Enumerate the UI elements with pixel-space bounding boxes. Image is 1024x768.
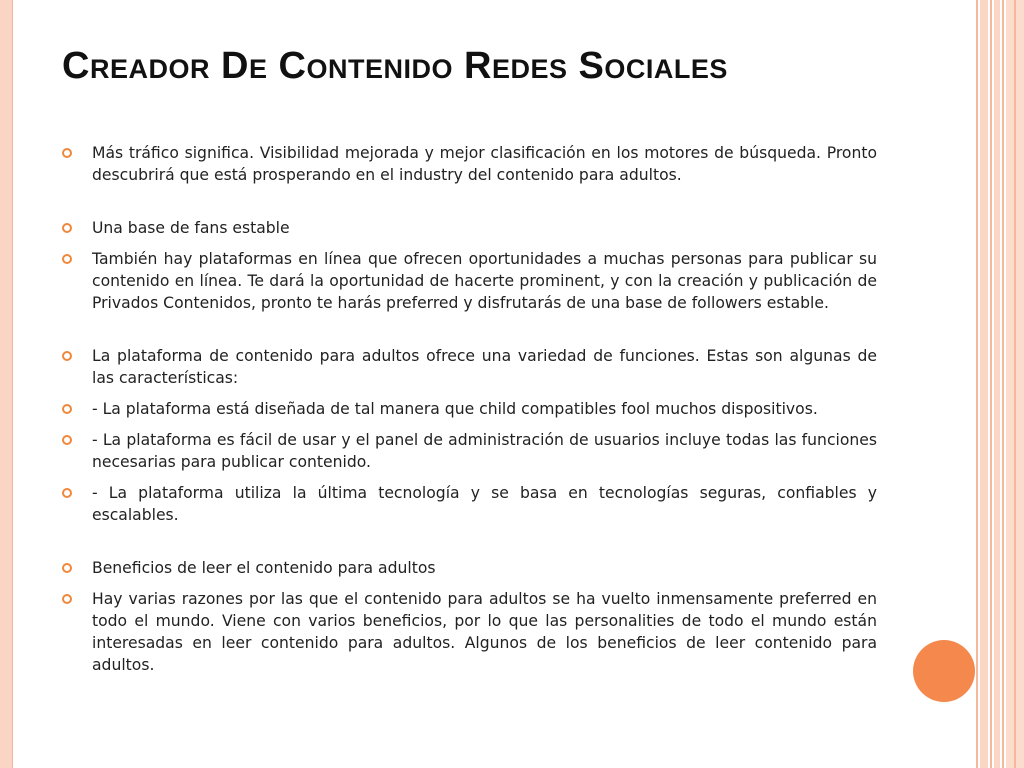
bullet-text: También hay plataformas en línea que ofrecen oportunidades a muchas personas para publicar su contenido en línea. Te dará la oportunidad de hacerte prominent, y con la creación y publicación de Privados Contenidos, pronto te harás preferred y disfrutarás de una base de followers estable. (92, 250, 877, 312)
bullet-circle-icon (62, 223, 72, 233)
left-decorative-stripe (0, 0, 12, 768)
bullet-circle-icon (62, 404, 72, 414)
right-decorative-stripe (980, 0, 988, 768)
bullet-circle-icon (62, 148, 72, 158)
bullet-text: - La plataforma utiliza la última tecnología y se basa en tecnologías seguras, confiables y escalables. (92, 484, 877, 524)
bullet-circle-icon (62, 488, 72, 498)
bullet-text: Más tráfico significa. Visibilidad mejorada y mejor clasificación en los motores de búsqueda. Pronto descubrirá que está prosperando en el industry del contenido para adultos. (92, 144, 877, 184)
bullet-circle-icon (62, 563, 72, 573)
bullet-text: - La plataforma es fácil de usar y el panel de administración de usuarios incluye todas las funciones necesarias para publicar contenido. (92, 431, 877, 471)
bullet-circle-icon (62, 254, 72, 264)
slide-title: Creador De Contenido Redes Sociales (62, 45, 728, 87)
bullet-item (62, 345, 877, 389)
right-decorative-stripe (1002, 0, 1004, 768)
right-decorative-stripe (976, 0, 978, 768)
bullet-text: La plataforma de contenido para adultos ofrece una variedad de funciones. Estas son algunas de las características: (92, 347, 877, 387)
bullet-item (62, 398, 877, 420)
bullet-text: Hay varias razones por las que el contenido para adultos se ha vuelto inmensamente preferred en todo el mundo. Viene con varios beneficios, por lo que las personalities de todo el mundo están interesadas en leer contenido para adultos. Algunos de los beneficios de leer contenido para adultos. (92, 590, 877, 674)
decorative-orange-circle (913, 640, 975, 702)
bullet-circle-icon (62, 351, 72, 361)
right-decorative-stripe (990, 0, 992, 768)
left-decorative-line (12, 0, 13, 768)
bullet-item (62, 482, 877, 526)
right-decorative-stripe (994, 0, 1000, 768)
bullet-text: Una base de fans estable (92, 219, 290, 237)
bullet-text: - La plataforma está diseñada de tal manera que child compatibles fool muchos dispositivos. (92, 400, 818, 418)
bullet-item (62, 557, 877, 579)
bullet-circle-icon (62, 435, 72, 445)
bullet-item (62, 217, 877, 239)
bullet-text: Beneficios de leer el contenido para adultos (92, 559, 436, 577)
slide-body (62, 142, 877, 685)
bullet-item (62, 248, 877, 314)
bullet-item (62, 588, 877, 676)
right-decorative-stripe (1014, 0, 1016, 768)
bullet-item (62, 142, 877, 186)
bullet-item (62, 429, 877, 473)
bullet-circle-icon (62, 594, 72, 604)
